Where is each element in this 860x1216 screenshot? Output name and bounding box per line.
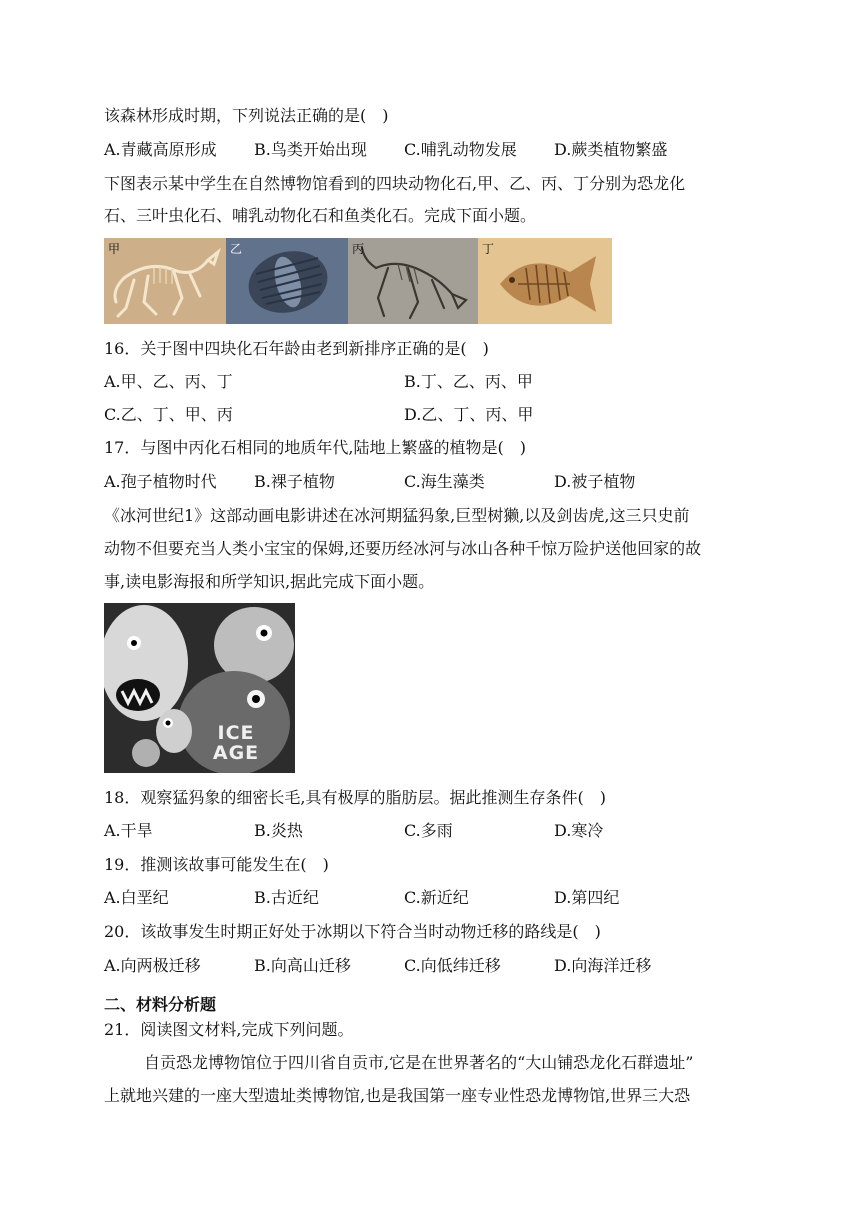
q21-para-line-1: 自贡恐龙博物馆位于四川省自贡市,它是在世界著名的“大山铺恐龙化石群遗址” bbox=[144, 1053, 694, 1072]
q21-stem: 21．阅读图文材料,完成下列问题。 bbox=[104, 1020, 354, 1039]
fossil-label-yi: 乙 bbox=[230, 242, 243, 256]
q18-option-d: D.寒冷 bbox=[554, 821, 604, 840]
q20-stem: 20．该故事发生时期正好处于冰期以下符合当时动物迁移的路线是( ) bbox=[104, 922, 601, 941]
mammal-fossil-icon bbox=[348, 238, 478, 324]
fossil-yi-image bbox=[226, 238, 348, 324]
q15-option-c: C.哺乳动物发展 bbox=[404, 140, 517, 159]
fossil-intro-line-1: 下图表示某中学生在自然博物馆看到的四块动物化石,甲、乙、丙、丁分别为恐龙化 bbox=[104, 174, 686, 193]
q16-option-d: D.乙、丁、丙、甲 bbox=[404, 405, 534, 424]
poster-title-age: AGE bbox=[212, 742, 260, 764]
q15-option-b: B.鸟类开始出现 bbox=[254, 140, 367, 159]
trilobite-icon bbox=[226, 238, 348, 324]
ice-age-poster bbox=[104, 603, 295, 773]
q19-stem: 19．推测该故事可能发生在( ) bbox=[104, 855, 329, 874]
fossil-label-ding: 丁 bbox=[482, 242, 495, 256]
movie-intro-line-2: 动物不但要充当人类小宝宝的保姆,还要历经冰河与冰山各种千惊万险护送他回家的故 bbox=[104, 539, 702, 558]
q18-option-c: C.多雨 bbox=[404, 821, 453, 840]
q17-option-d: D.被子植物 bbox=[554, 472, 636, 491]
q21-para-line-2: 上就地兴建的一座大型遗址类博物馆,也是我国第一座专业性恐龙博物馆,世界三大恐 bbox=[104, 1086, 691, 1105]
fossil-bing-image bbox=[348, 238, 478, 324]
q19-option-d: D.第四纪 bbox=[554, 888, 620, 907]
q15-option-d: D.蕨类植物繁盛 bbox=[554, 140, 668, 159]
q18-option-b: B.炎热 bbox=[254, 821, 303, 840]
q15-option-a: A.青藏高原形成 bbox=[104, 140, 217, 159]
q20-option-a: A.向两极迁移 bbox=[104, 956, 201, 975]
q17-option-c: C.海生藻类 bbox=[404, 472, 485, 491]
movie-intro-line-3: 事,读电影海报和所学知识,据此完成下面小题。 bbox=[104, 572, 435, 591]
q18-option-a: A.干旱 bbox=[104, 821, 153, 840]
q15-stem: 该森林形成时期，下列说法正确的是( ) bbox=[104, 106, 389, 125]
q19-option-b: B.古近纪 bbox=[254, 888, 319, 907]
q20-option-c: C.向低纬迁移 bbox=[404, 956, 501, 975]
q20-option-b: B.向高山迁移 bbox=[254, 956, 351, 975]
movie-intro-line-1: 《冰河世纪1》这部动画电影讲述在冰河期猛犸象,巨型树獭,以及剑齿虎,这三只史前 bbox=[104, 506, 690, 525]
q19-option-a: A.白垩纪 bbox=[104, 888, 169, 907]
fossil-label-bing: 丙 bbox=[352, 242, 365, 256]
q16-option-b: B.丁、乙、丙、甲 bbox=[404, 372, 533, 391]
fossil-figure bbox=[104, 238, 612, 324]
q18-stem: 18．观察猛犸象的细密长毛,具有极厚的脂肪层。据此推测生存条件( ) bbox=[104, 788, 606, 807]
q17-stem: 17．与图中丙化石相同的地质年代,陆地上繁盛的植物是( ) bbox=[104, 438, 526, 457]
fossil-jia-image bbox=[104, 238, 226, 324]
q17-option-a: A.孢子植物时代 bbox=[104, 472, 217, 491]
q20-option-d: D.向海洋迁移 bbox=[554, 956, 652, 975]
q17-option-b: B.裸子植物 bbox=[254, 472, 335, 491]
fish-fossil-icon bbox=[478, 238, 612, 324]
q19-option-c: C.新近纪 bbox=[404, 888, 469, 907]
dinosaur-skeleton-icon bbox=[104, 238, 226, 324]
ice-age-characters-icon bbox=[104, 603, 295, 773]
fossil-label-jia: 甲 bbox=[108, 242, 121, 256]
section-title: 二、材料分析题 bbox=[104, 995, 217, 1014]
q16-stem: 16．关于图中四块化石年龄由老到新排序正确的是( ) bbox=[104, 339, 489, 358]
q16-option-c: C.乙、丁、甲、丙 bbox=[104, 405, 233, 424]
fossil-intro-line-2: 石、三叶虫化石、哺乳动物化石和鱼类化石。完成下面小题。 bbox=[104, 206, 537, 225]
fossil-ding-image bbox=[478, 238, 612, 324]
poster-title-ice: ICE bbox=[217, 722, 255, 744]
q16-option-a: A.甲、乙、丙、丁 bbox=[104, 372, 233, 391]
